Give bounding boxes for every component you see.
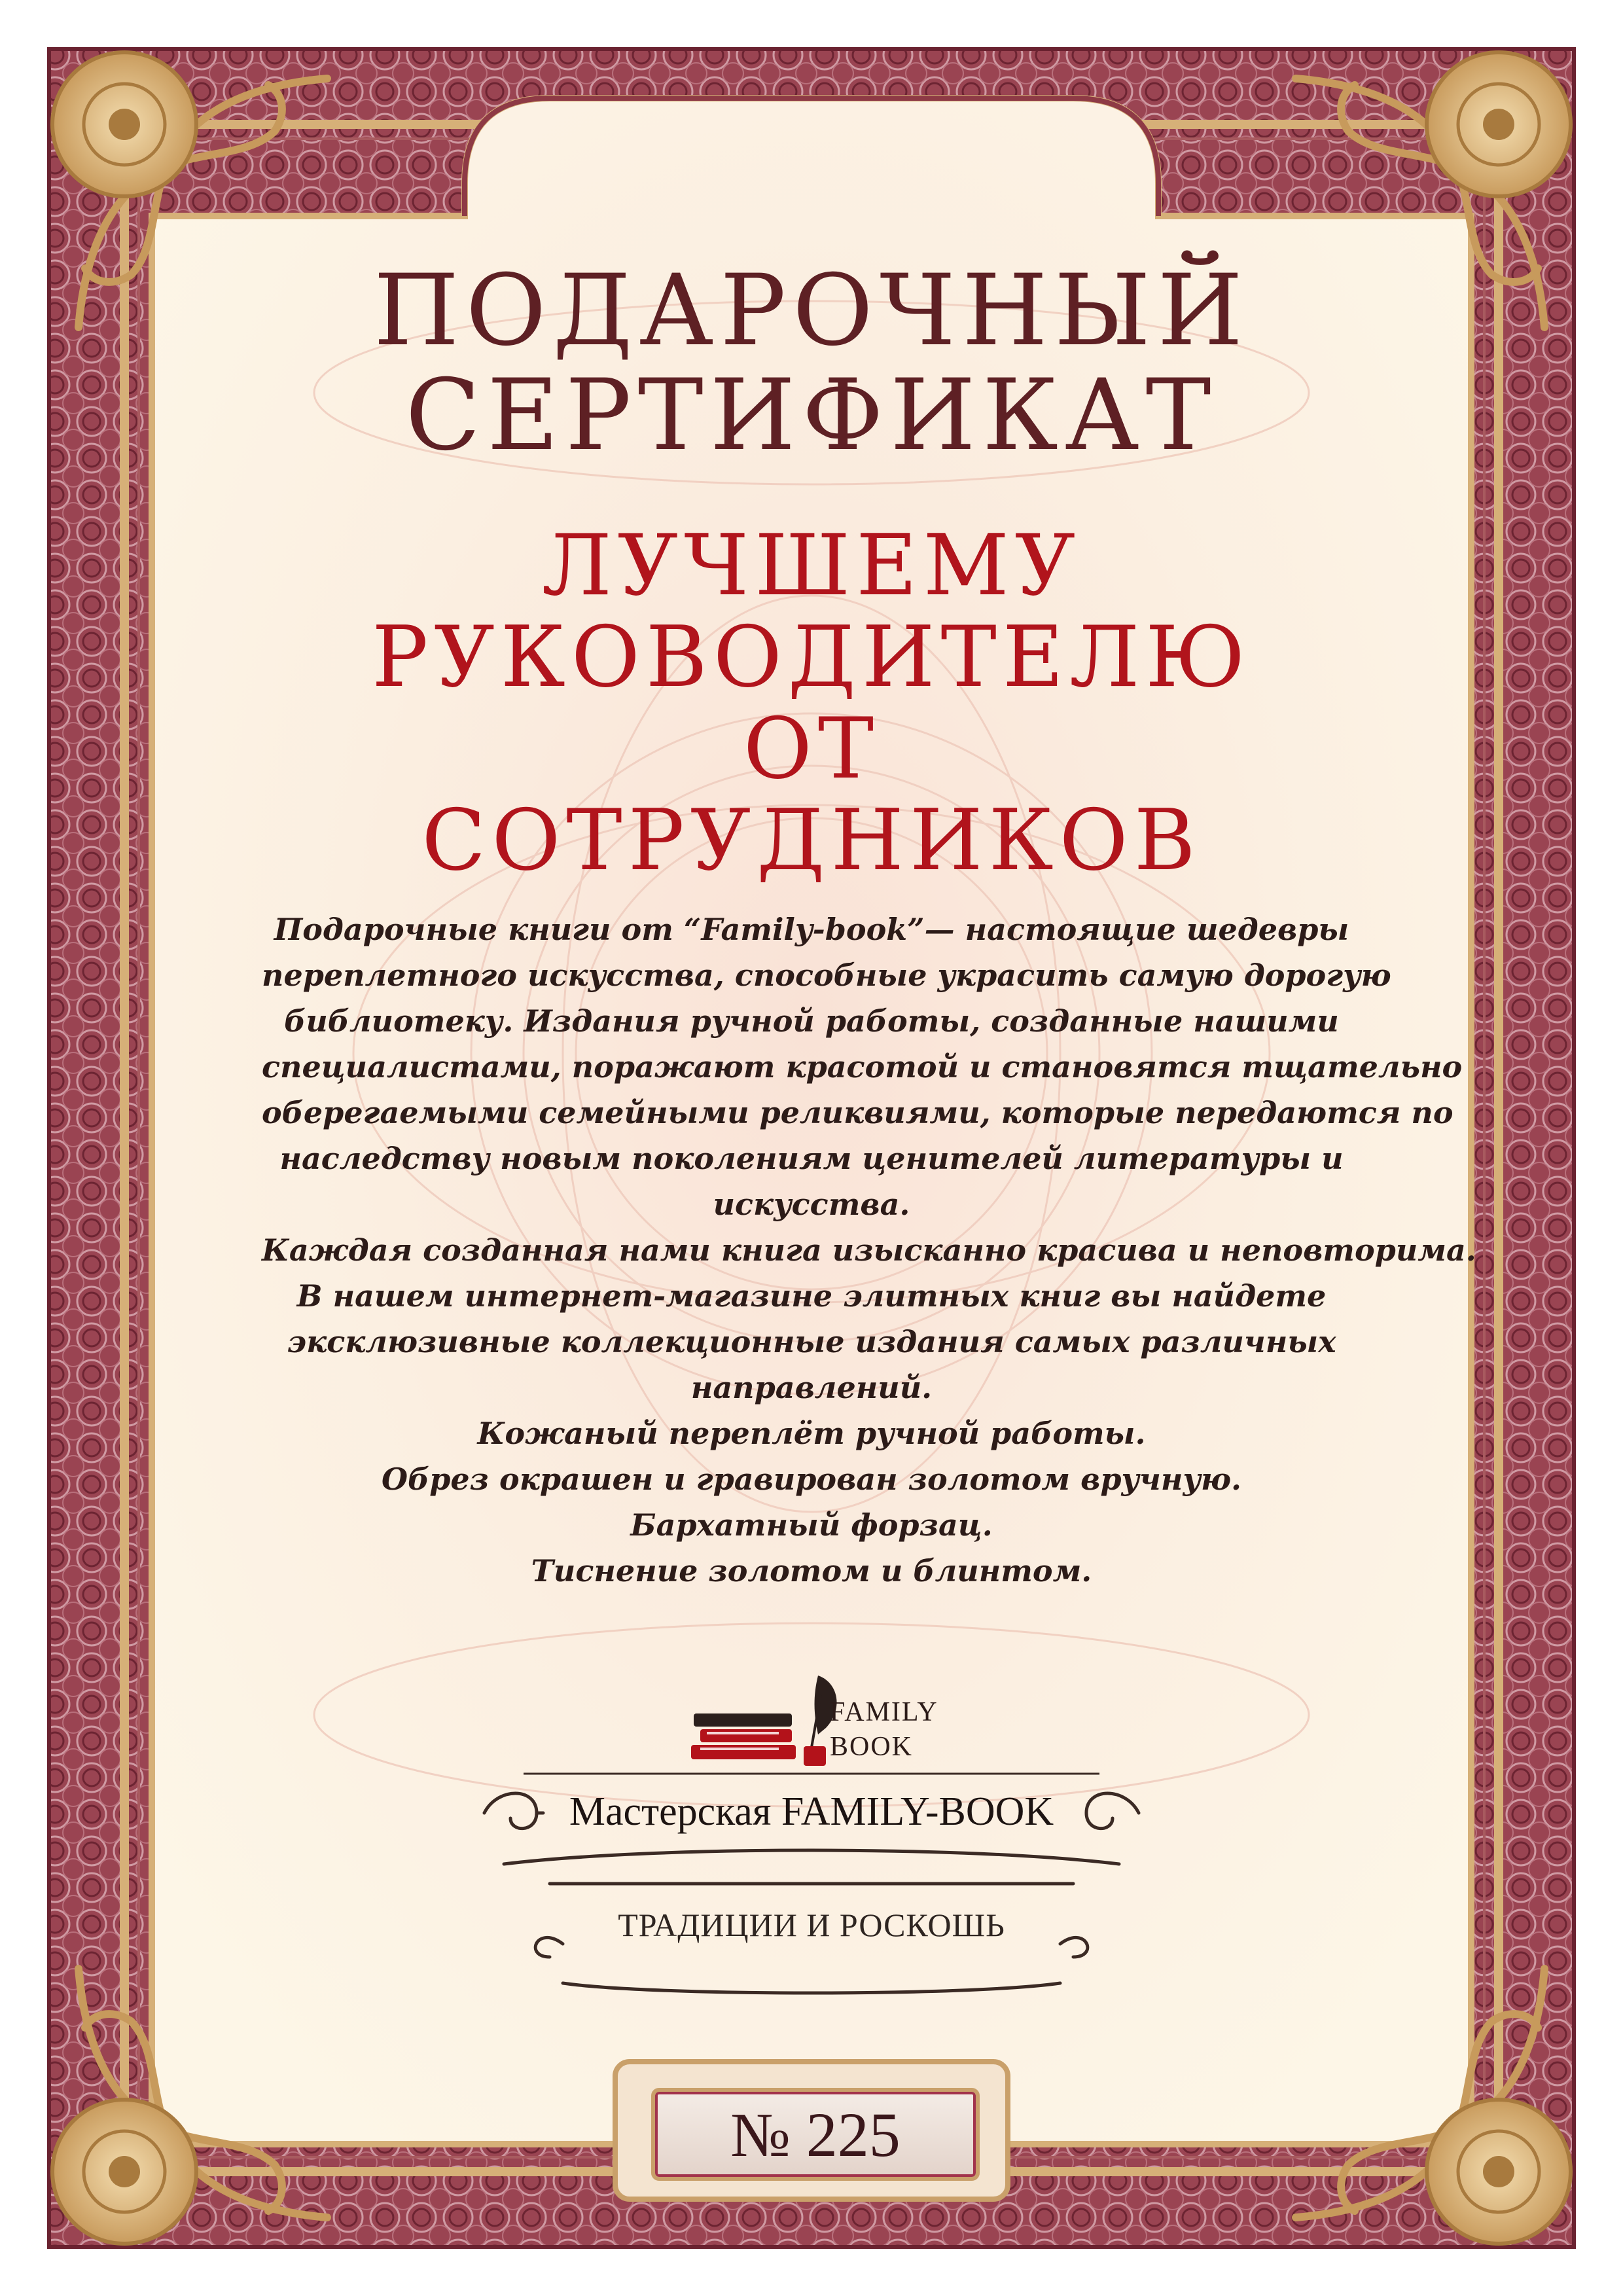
certificate-number-plate	[651, 2088, 980, 2181]
body-line: Обрез окрашен и гравирован золотом вручную.	[381, 1462, 1242, 1497]
subtitle-line-3: ОТ	[743, 700, 880, 798]
corner-rosette-bottom-right	[1427, 2100, 1571, 2244]
body-line: Тиснение золотом и блинтом.	[531, 1553, 1092, 1588]
body-line: специалистами, поражают красотой и становятся тщательно	[262, 1049, 1463, 1085]
subtitle-line-1: ЛУЧШЕМУ	[541, 517, 1082, 615]
body-line: искусства.	[713, 1187, 910, 1222]
body-line: библиотеку. Издания ручной работы, созданные нашими	[284, 1003, 1339, 1039]
subtitle	[0, 517, 1623, 889]
body-line: переплетного искусства, способные украсить самую дорогую	[262, 958, 1391, 993]
body-line: Кожаный переплёт ручной работы.	[477, 1416, 1146, 1451]
body-line: Бархатный форзац.	[630, 1507, 993, 1543]
title-line-2: СЕРТИФИКАТ	[405, 359, 1218, 473]
body-line: В нашем интернет-магазине элитных книг вы найдете	[296, 1278, 1327, 1314]
corner-rosette-top-left	[52, 52, 196, 196]
corner-rosette-bottom-left	[52, 2100, 196, 2244]
title-line-1: ПОДАРОЧНЫЙ	[373, 254, 1250, 368]
certificate-number: № 225	[730, 2099, 901, 2170]
subtitle-line-4: СОТРУДНИКОВ	[421, 792, 1202, 889]
body-line: Каждая созданная нами книга изысканно красива и неповторима.	[262, 1232, 1476, 1268]
subtitle-line-2: РУКОВОДИТЕЛЮ	[372, 609, 1251, 706]
workshop-name: Мастерская FAMILY-BOOK	[569, 1789, 1054, 1834]
body-line: эксклюзивные коллекционные издания самых различных	[287, 1324, 1336, 1359]
corner-rosette-top-right	[1427, 52, 1571, 196]
body-line: наследству новым поколениям ценителей литературы и	[279, 1141, 1344, 1176]
body-line: направлений.	[690, 1370, 933, 1405]
body-text	[262, 906, 1476, 1594]
logo-text-family: FAMILY	[830, 1697, 938, 1727]
tagline: ТРАДИЦИИ И РОСКОШЬ	[618, 1907, 1005, 1943]
title	[0, 254, 1623, 473]
logo-text-book: BOOK	[830, 1732, 914, 1762]
body-line: Подарочные книги от “Family-book”— настоящие шедевры	[274, 912, 1349, 947]
body-line: оберегаемыми семейными реликвиями, которые передаются по	[262, 1095, 1454, 1130]
